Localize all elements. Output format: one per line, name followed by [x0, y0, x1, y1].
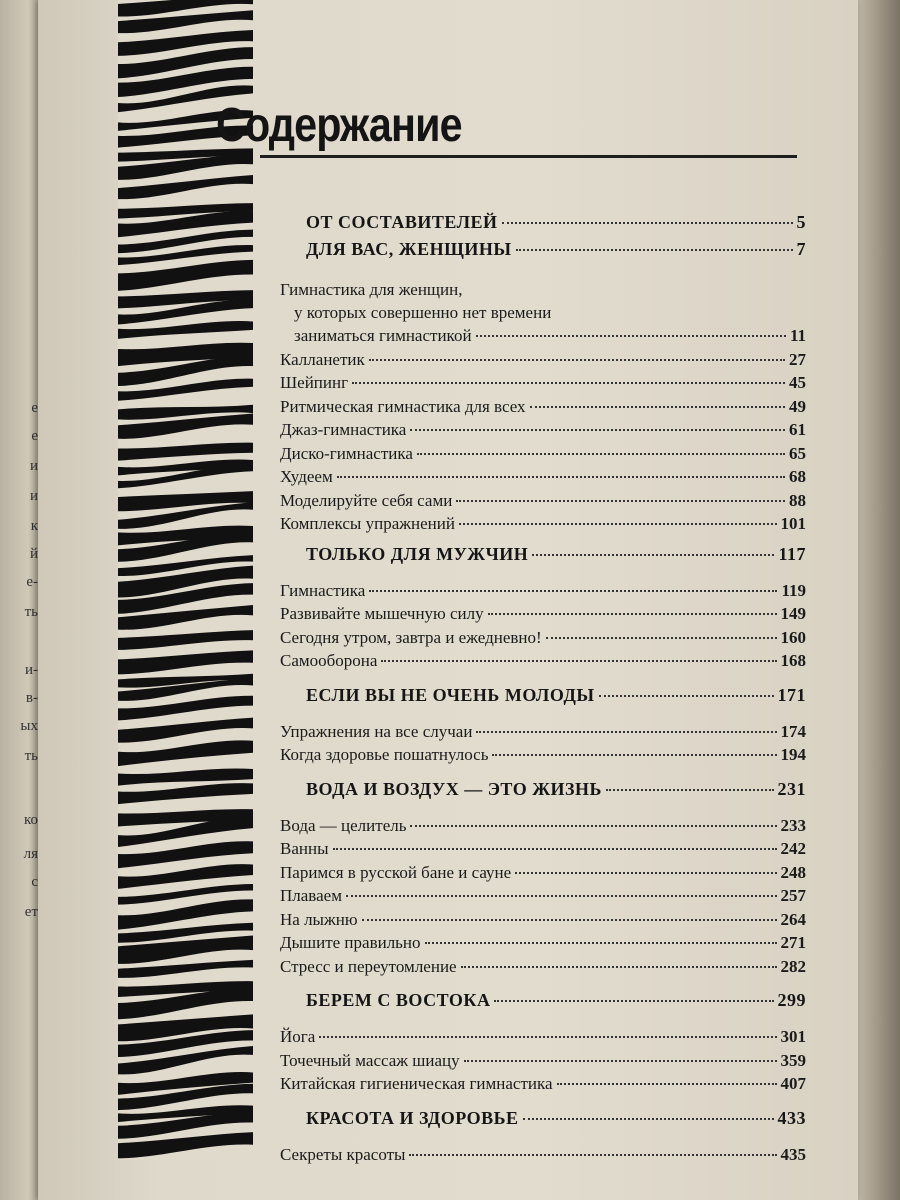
leader-dots: [476, 731, 776, 733]
toc-section[interactable]: [280, 779, 806, 806]
page-number: 271: [780, 933, 806, 952]
page-fragment: с: [31, 874, 38, 890]
toc-entry[interactable]: [280, 465, 806, 489]
toc-entry[interactable]: [280, 1049, 806, 1073]
entry-label: Дышите правильно: [280, 933, 421, 952]
entry-label-line: заниматься гимнастикой: [294, 326, 472, 345]
page-number: 7: [796, 239, 806, 259]
entry-label: Шейпинг: [280, 373, 349, 392]
leader-dots: [425, 942, 777, 944]
entry-label: Упражнения на все случаи: [280, 721, 473, 741]
page-number: 299: [777, 990, 806, 1010]
toc-entry[interactable]: [280, 861, 806, 885]
page-number: 11: [789, 326, 806, 345]
page-fragment: е: [31, 428, 38, 444]
page-number: 359: [780, 1050, 806, 1070]
page-number: 231: [777, 778, 806, 799]
page-number: 248: [780, 862, 806, 882]
leader-dots: [476, 335, 786, 337]
toc-entry[interactable]: [280, 418, 806, 442]
leader-dots: [546, 637, 777, 639]
toc-entry[interactable]: [280, 442, 806, 466]
page-fragment: е-: [26, 574, 38, 590]
entry-label: Точечный массаж шиацу: [280, 1050, 460, 1070]
leader-dots: [410, 825, 776, 827]
section-title: ЕСЛИ ВЫ НЕ ОЧЕНЬ МОЛОДЫ: [306, 684, 595, 705]
toc-entry[interactable]: [280, 489, 806, 513]
page-number: 301: [780, 1027, 806, 1046]
page-number: 119: [781, 580, 806, 600]
leader-dots: [337, 476, 785, 478]
leader-dots: [532, 554, 774, 556]
section-title: КРАСОТА И ЗДОРОВЬЕ: [306, 1107, 519, 1128]
entry-label: Плаваем: [280, 886, 342, 905]
leader-dots: [464, 1060, 777, 1062]
leader-dots: [494, 1000, 773, 1002]
page-number: 27: [789, 349, 806, 369]
page-title: Содержание: [216, 99, 462, 152]
page-fragment: ко: [23, 812, 38, 828]
toc-entry[interactable]: [280, 1025, 806, 1049]
entry-label: Паримся в русской бане и сауне: [280, 862, 512, 882]
leader-dots: [502, 222, 793, 224]
page-number: 149: [780, 604, 806, 623]
toc-entry[interactable]: [280, 348, 806, 372]
entry-label: Йога: [280, 1027, 316, 1046]
page-fragment: й: [29, 546, 38, 562]
entry-label: Худеем: [280, 467, 333, 486]
toc-entry[interactable]: [280, 626, 806, 650]
leader-dots: [461, 966, 777, 968]
leader-dots: [488, 613, 777, 615]
entry-label: Комплексы упражнений: [280, 514, 455, 533]
toc-entry[interactable]: [280, 278, 806, 348]
page-number: 101: [780, 514, 806, 533]
entry-label-line: у которых совершенно нет времени: [294, 303, 552, 322]
entry-label: Гимнастика: [280, 580, 366, 600]
entry-label: Диско-гимнастика: [280, 443, 413, 463]
page-fragment: в-: [25, 690, 38, 706]
leader-dots: [333, 848, 777, 850]
page-fragment: ть: [24, 604, 38, 620]
leader-dots: [599, 695, 774, 697]
leader-dots: [352, 382, 785, 384]
page-number: 282: [780, 956, 806, 976]
page-number: 49: [789, 396, 806, 416]
toc-section[interactable]: [280, 544, 806, 571]
toc-entry[interactable]: [280, 931, 806, 955]
leader-dots: [319, 1036, 776, 1038]
toc-entry[interactable]: [280, 1143, 806, 1167]
toc-entry[interactable]: [280, 1072, 806, 1096]
entry-label: Сегодня утром, завтра и ежедневно!: [280, 627, 542, 647]
page-number: 435: [780, 1144, 806, 1164]
leader-dots: [381, 660, 776, 662]
leader-dots: [369, 590, 777, 592]
toc-section[interactable]: [280, 990, 806, 1017]
page-number: 5: [796, 212, 806, 232]
leader-dots: [523, 1118, 774, 1120]
leader-dots: [459, 523, 777, 525]
toc-entry[interactable]: [280, 395, 806, 419]
toc-entry[interactable]: [280, 512, 806, 536]
leader-dots: [369, 359, 785, 361]
toc-entry[interactable]: [280, 908, 806, 932]
page-number: 174: [780, 721, 806, 741]
entry-label: Калланетик: [280, 349, 365, 369]
leader-dots: [492, 754, 776, 756]
entry-label: Стресс и переутомление: [280, 956, 457, 976]
entry-label: Вода — целитель: [280, 815, 407, 835]
entry-label-line: Гимнастика для женщин,: [280, 280, 463, 299]
leader-dots: [530, 406, 785, 408]
entry-label: Развивайте мышечную силу: [280, 604, 484, 623]
previous-page-edge: [0, 0, 40, 1200]
entry-label: Моделируйте себя сами: [280, 490, 453, 510]
page-number: 117: [778, 543, 806, 564]
page-number: 45: [789, 373, 806, 392]
toc-entry[interactable]: [280, 837, 806, 861]
page-number: 160: [780, 627, 806, 647]
zebra-stripe-decoration: [118, 0, 253, 1160]
entry-label: Китайская гигиеническая гимнастика: [280, 1074, 553, 1093]
toc-entry[interactable]: [280, 579, 806, 603]
entry-label: Ванны: [280, 839, 329, 858]
toc-entry[interactable]: [280, 720, 806, 744]
page-fragment: и-: [24, 662, 38, 678]
leader-dots: [606, 789, 774, 791]
toc-entry[interactable]: [280, 649, 806, 673]
toc-section[interactable]: [280, 212, 806, 239]
leader-dots: [516, 249, 793, 251]
page-number: 264: [780, 909, 806, 929]
leader-dots: [557, 1083, 777, 1085]
section-title: ОТ СОСТАВИТЕЛЕЙ: [306, 212, 498, 232]
page-number: 242: [780, 839, 806, 858]
toc-section[interactable]: [280, 239, 806, 266]
page-number: 65: [789, 443, 806, 463]
page-number: 407: [780, 1074, 806, 1093]
leader-dots: [362, 919, 777, 921]
leader-dots: [515, 872, 776, 874]
page-fragment: ля: [23, 846, 38, 862]
toc-entry[interactable]: [280, 371, 806, 395]
page-number: 88: [789, 490, 806, 510]
leader-dots: [409, 1154, 776, 1156]
toc-section[interactable]: [280, 1108, 806, 1135]
toc-entry[interactable]: [280, 814, 806, 838]
page-number: 194: [780, 745, 806, 764]
toc-section[interactable]: [280, 685, 806, 712]
page-fragment: и: [29, 488, 38, 504]
entry-label: Секреты красоты: [280, 1144, 406, 1164]
page-number: 171: [777, 684, 806, 705]
leader-dots: [456, 500, 785, 502]
page-number: 68: [789, 467, 806, 486]
section-title: ВОДА И ВОЗДУХ — ЭТО ЖИЗНЬ: [306, 778, 602, 799]
page-fragment: и: [29, 458, 38, 474]
leader-dots: [417, 453, 785, 455]
page-number: 168: [780, 651, 806, 670]
leader-dots: [346, 895, 777, 897]
toc-entry[interactable]: [280, 602, 806, 626]
entry-label: Самооборона: [280, 651, 378, 670]
entry-label: Ритмическая гимнастика для всех: [280, 396, 526, 416]
page-number: 233: [780, 815, 806, 835]
entry-label: На лыжню: [280, 909, 358, 929]
page-fragment: ет: [24, 904, 38, 920]
entry-label: Джаз-гимнастика: [280, 420, 407, 439]
page-fragment: е: [31, 400, 38, 416]
book-page: [38, 0, 858, 1200]
page-number: 433: [777, 1107, 806, 1128]
title-underline: [260, 155, 797, 158]
page-number: 61: [789, 420, 806, 439]
toc-entry[interactable]: [280, 884, 806, 908]
page-fragment: к: [30, 518, 38, 534]
toc-entry[interactable]: [280, 743, 806, 767]
table-of-contents: [280, 212, 806, 1166]
section-title: ТОЛЬКО ДЛЯ МУЖЧИН: [306, 543, 529, 564]
entry-label: Когда здоровье пошатнулось: [280, 745, 489, 764]
page-fragment: ых: [20, 718, 38, 734]
section-title: БЕРЕМ С ВОСТОКА: [306, 990, 491, 1010]
toc-entry[interactable]: [280, 955, 806, 979]
leader-dots: [410, 429, 785, 431]
section-title: ДЛЯ ВАС, ЖЕНЩИНЫ: [306, 239, 512, 259]
page-number: 257: [780, 886, 806, 905]
page-fragment: ть: [24, 748, 38, 764]
